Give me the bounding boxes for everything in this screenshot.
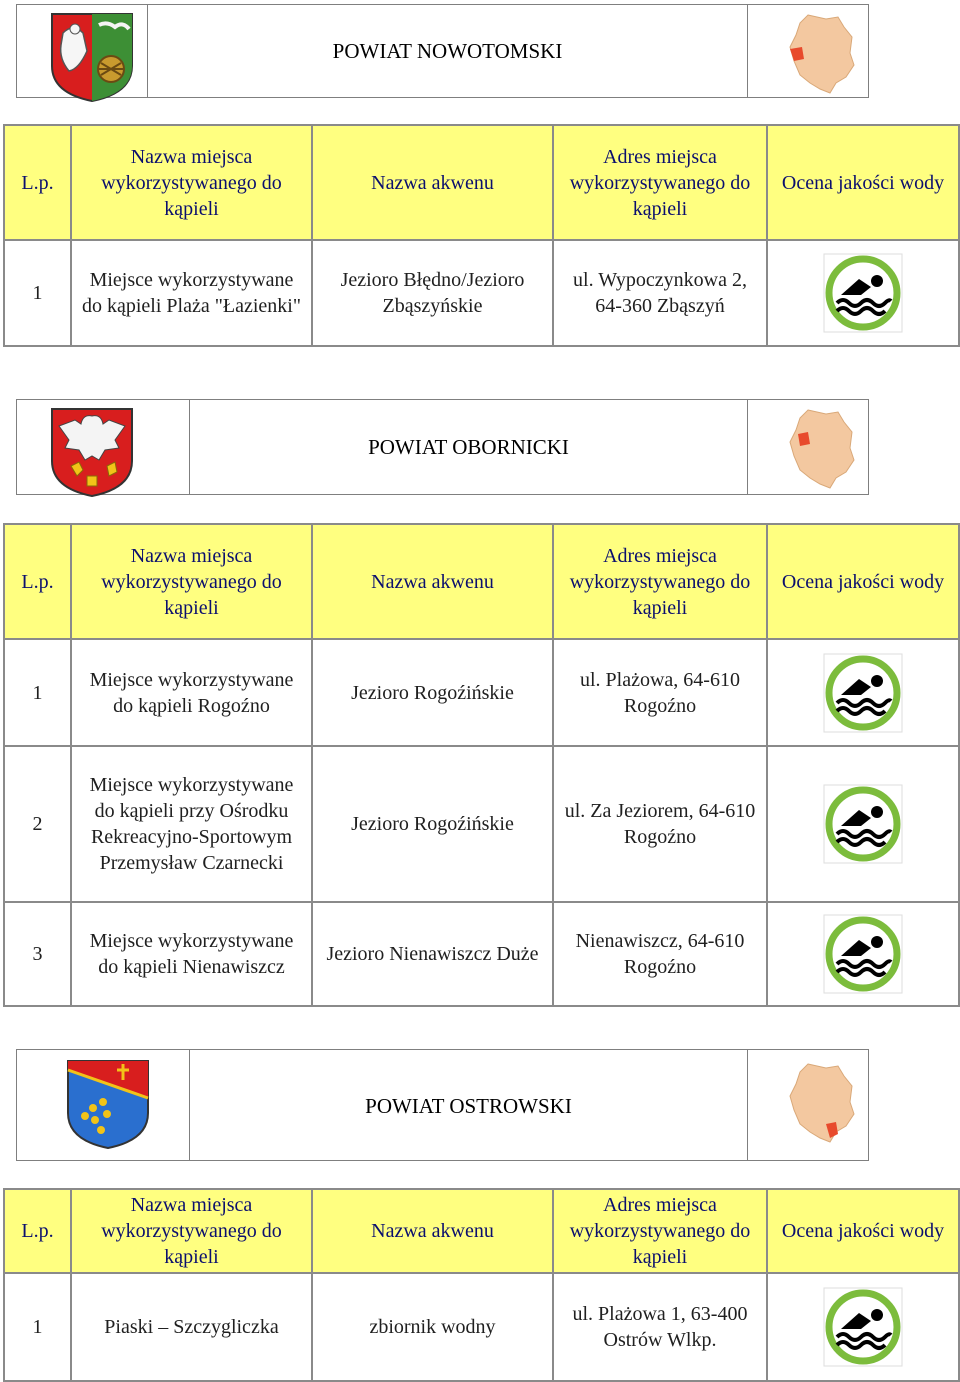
map-cell xyxy=(747,1050,868,1160)
table-header-row xyxy=(4,524,959,639)
swimming-allowed-icon xyxy=(823,1287,903,1367)
col-header-quality: Ocena jakości wody xyxy=(767,524,959,639)
row-water: Jezioro Rogoźińskie xyxy=(312,746,553,902)
swimming-allowed-icon xyxy=(823,784,903,864)
col-header-name: Nazwa miejsca wykorzystywanego do kąpieli xyxy=(71,125,312,240)
nowotomski-coat-of-arms-icon xyxy=(49,11,135,103)
section-header-ostrowski xyxy=(16,1049,869,1161)
swimming-allowed-icon xyxy=(823,914,903,994)
row-name: Miejsce wykorzystywane do kąpieli Plaża "Łazienki" xyxy=(71,240,312,346)
section-title: POWIAT NOWOTOMSKI xyxy=(332,38,563,63)
table-row xyxy=(4,902,959,1006)
swimming-allowed-icon xyxy=(823,653,903,733)
col-header-water: Nazwa akwenu xyxy=(312,524,553,639)
row-lp: 1 xyxy=(4,1273,71,1381)
row-name: Piaski – Szczygliczka xyxy=(71,1273,312,1381)
row-lp: 2 xyxy=(4,746,71,902)
row-name: Miejsce wykorzystywane do kąpieli przy Ośrodku Rekreacyjno-Sportowym Przemysław Czarnecki xyxy=(71,746,312,902)
row-address: Nienawiszcz, 64-610 Rogoźno xyxy=(553,902,767,1006)
row-quality xyxy=(767,746,959,902)
col-header-address: Adres miejsca wykorzystywanego do kąpieli xyxy=(553,524,767,639)
row-water: Jezioro Rogoźińskie xyxy=(312,639,553,746)
table-header-row xyxy=(4,1189,959,1273)
section-header-obornicki xyxy=(16,399,869,495)
row-water: Jezioro Nienawiszcz Duże xyxy=(312,902,553,1006)
crest-cell xyxy=(17,5,148,97)
row-quality xyxy=(767,639,959,746)
ostrowski-coat-of-arms-icon xyxy=(65,1058,151,1150)
col-header-address: Adres miejsca wykorzystywanego do kąpieli xyxy=(553,1189,767,1273)
row-address: ul. Za Jeziorem, 64-610 Rogoźno xyxy=(553,746,767,902)
col-header-lp: L.p. xyxy=(4,1189,71,1273)
col-header-name: Nazwa miejsca wykorzystywanego do kąpieli xyxy=(71,524,312,639)
col-header-quality: Ocena jakości wody xyxy=(767,125,959,240)
col-header-lp: L.p. xyxy=(4,524,71,639)
row-quality xyxy=(767,240,959,346)
map-cell xyxy=(747,5,868,97)
row-address: ul. Wypoczynkowa 2, 64-360 Zbąszyń xyxy=(553,240,767,346)
bathing-sites-table-ostrowski xyxy=(3,1188,960,1382)
obornicki-coat-of-arms-icon xyxy=(49,406,135,498)
wielkopolska-map-icon xyxy=(786,13,856,95)
section-title: POWIAT OBORNICKI xyxy=(368,434,569,459)
table-row xyxy=(4,1273,959,1381)
col-header-name: Nazwa miejsca wykorzystywanego do kąpieli xyxy=(71,1189,312,1273)
row-name: Miejsce wykorzystywane do kąpieli Nienawiszcz xyxy=(71,902,312,1006)
row-water: zbiornik wodny xyxy=(312,1273,553,1381)
row-quality xyxy=(767,1273,959,1381)
table-row xyxy=(4,240,959,346)
bathing-sites-table-obornicki xyxy=(3,523,960,1007)
table-header-row xyxy=(4,125,959,240)
row-quality xyxy=(767,902,959,1006)
crest-cell xyxy=(17,1050,190,1160)
section-header-nowotomski xyxy=(16,4,869,98)
map-cell xyxy=(747,400,868,494)
row-lp: 1 xyxy=(4,240,71,346)
row-water: Jezioro Błędno/Jezioro Zbąszyńskie xyxy=(312,240,553,346)
row-address: ul. Plażowa, 64-610 Rogoźno xyxy=(553,639,767,746)
wielkopolska-map-icon xyxy=(786,408,856,490)
swimming-allowed-icon xyxy=(823,253,903,333)
section-title: POWIAT OSTROWSKI xyxy=(365,1093,572,1118)
col-header-water: Nazwa akwenu xyxy=(312,125,553,240)
bathing-sites-table-nowotomski xyxy=(3,124,960,347)
row-name: Miejsce wykorzystywane do kąpieli Rogoźno xyxy=(71,639,312,746)
row-lp: 3 xyxy=(4,902,71,1006)
crest-cell xyxy=(17,400,190,494)
col-header-address: Adres miejsca wykorzystywanego do kąpieli xyxy=(553,125,767,240)
row-address: ul. Plażowa 1, 63-400 Ostrów Wlkp. xyxy=(553,1273,767,1381)
col-header-quality: Ocena jakości wody xyxy=(767,1189,959,1273)
table-row xyxy=(4,639,959,746)
row-lp: 1 xyxy=(4,639,71,746)
col-header-lp: L.p. xyxy=(4,125,71,240)
table-row xyxy=(4,746,959,902)
wielkopolska-map-icon xyxy=(786,1062,856,1144)
col-header-water: Nazwa akwenu xyxy=(312,1189,553,1273)
